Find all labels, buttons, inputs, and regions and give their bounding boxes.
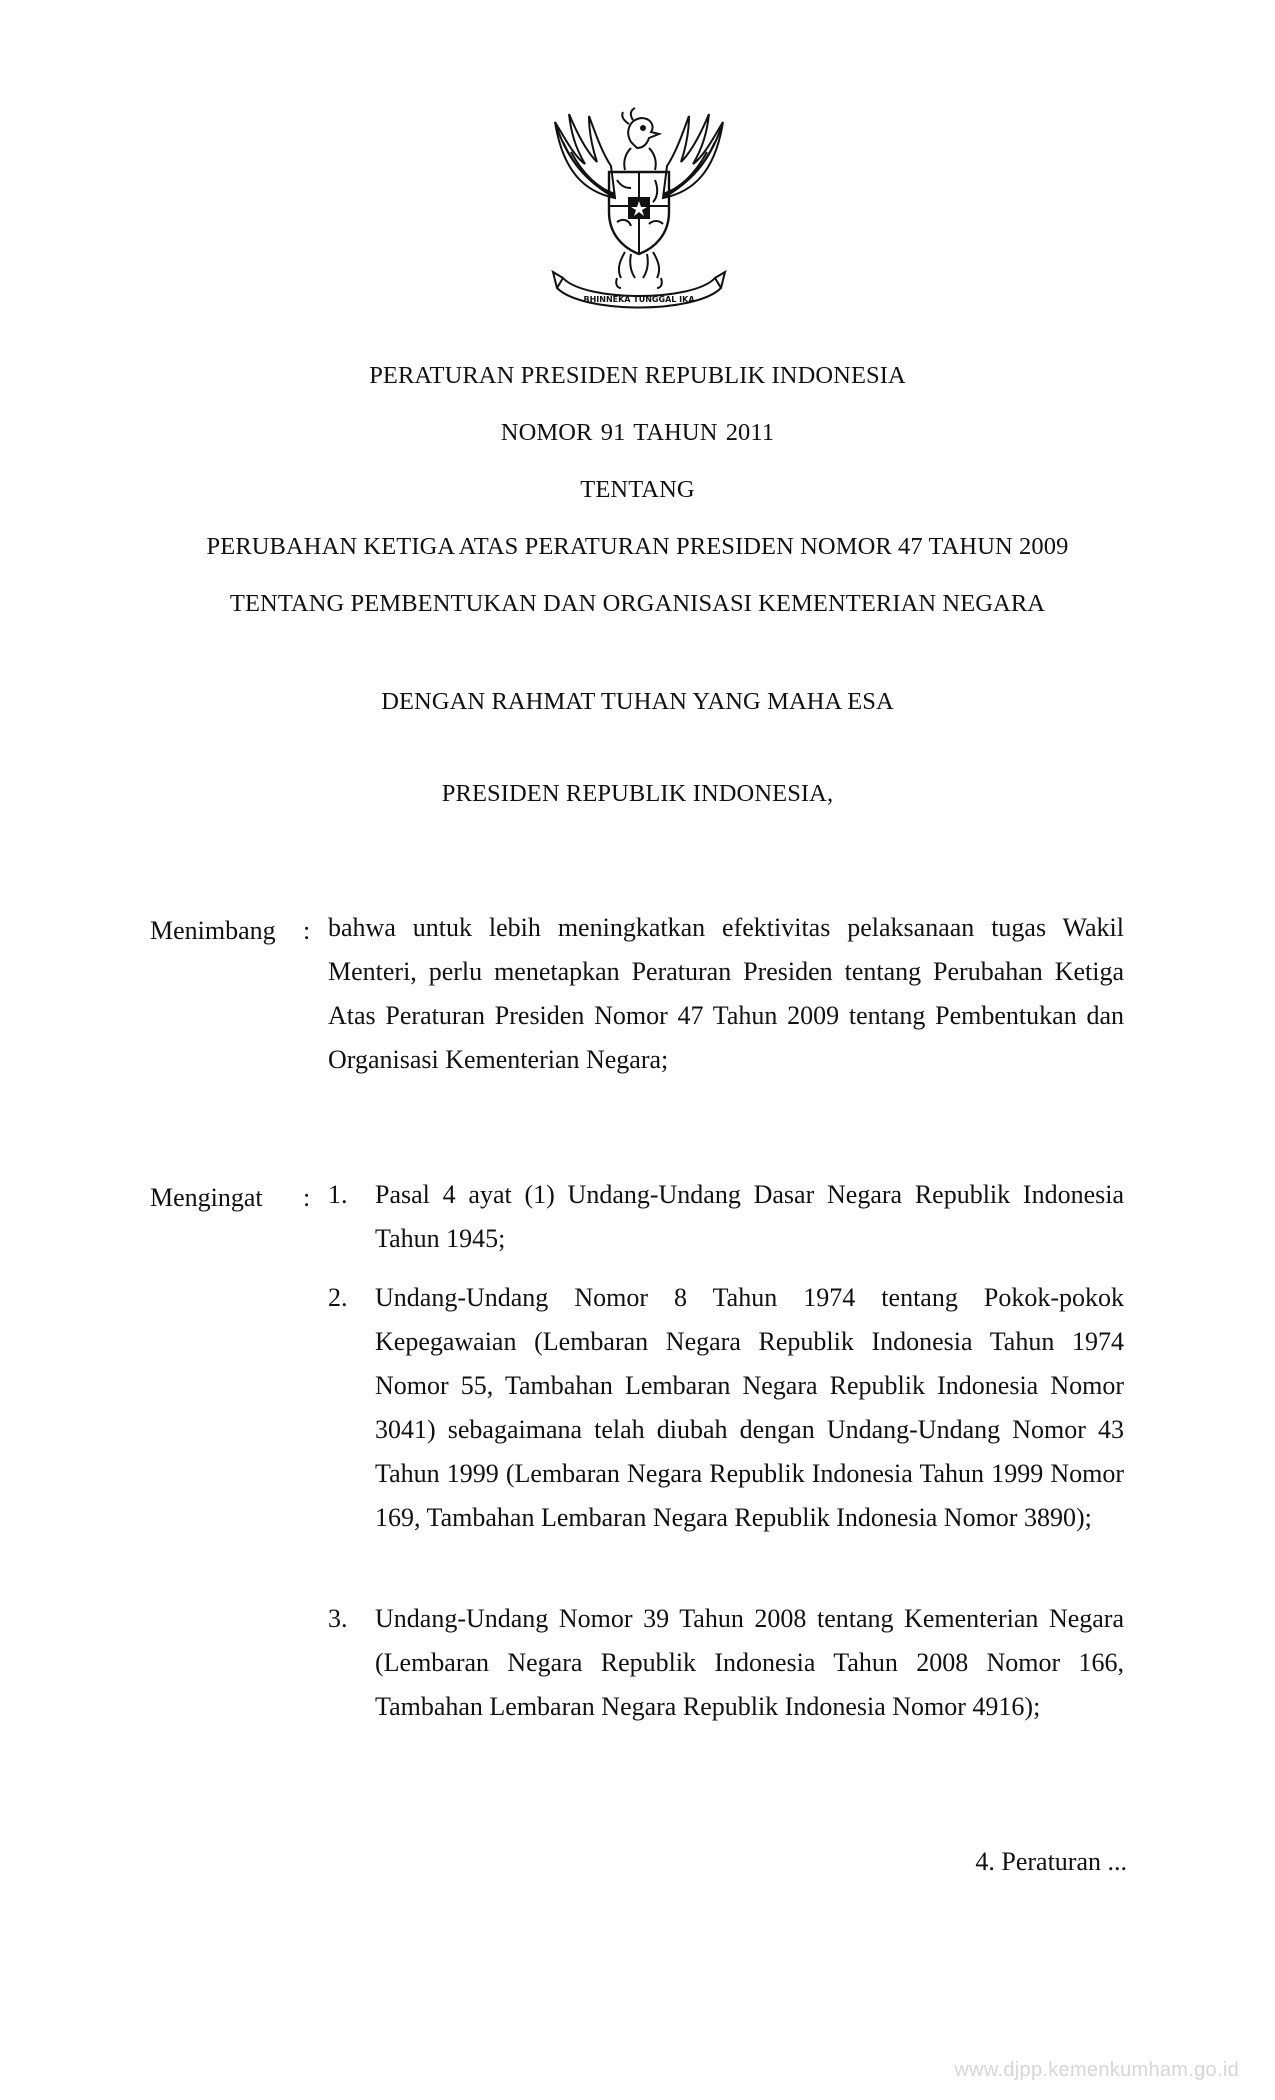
regulation-subject-line2: TENTANG PEMBENTUKAN DAN ORGANISASI KEMENTERIAN NEGARA: [229, 590, 1046, 617]
page-continuation: 4. Peraturan ...: [975, 1847, 1127, 1876]
regulation-number: NOMOR 91 TAHUN 2011: [500, 419, 775, 446]
tentang-label: TENTANG: [580, 476, 695, 503]
mengingat-label: Mengingat: [150, 1183, 263, 1212]
garuda-emblem-icon: [545, 102, 733, 312]
issuer-title: PRESIDEN REPUBLIK INDONESIA,: [441, 780, 834, 807]
mengingat-item-1-number: 1.: [328, 1180, 348, 1209]
opening-invocation: DENGAN RAHMAT TUHAN YANG MAHA ESA: [381, 688, 894, 715]
mengingat-colon: :: [303, 1183, 311, 1212]
mengingat-item-2-number: 2.: [328, 1283, 348, 1312]
menimbang-label: Menimbang: [150, 916, 276, 945]
regulation-subject-line1: PERUBAHAN KETIGA ATAS PERATURAN PRESIDEN NOMOR 47 TAHUN 2009: [206, 533, 1069, 560]
mengingat-item-2-text: Undang-Undang Nomor 8 Tahun 1974 tentang Pokok-pokok Kepegawaian (Lembaran Negara Republik Indonesia Tahun 1974 Nomor 55, Tambahan Lembaran Negara Republik Indonesia Nomor 3041) sebagaimana telah diubah dengan Undang-Undang Nomor 43 Tahun 1999 (Lembaran Negara Republik Indonesia Tahun 1999 Nomor 169, Tambahan Lembaran Negara Republik Indonesia Nomor 3890);: [375, 1283, 1124, 1532]
mengingat-item-3-text: Undang-Undang Nomor 39 Tahun 2008 tentang Kementerian Negara (Lembaran Negara Republik Indonesia Tahun 2008 Nomor 166, Tambahan Lembaran Negara Republik Indonesia Nomor 4916);: [375, 1604, 1124, 1721]
mengingat-item-3-number: 3.: [328, 1604, 348, 1633]
menimbang-text: bahwa untuk lebih meningkatkan efektivitas pelaksanaan tugas Wakil Menteri, perlu menetapkan Peraturan Presiden tentang Perubahan Ketiga Atas Peraturan Presiden Nomor 47 Tahun 2009 tentang Pembentukan dan Organisasi Kementerian Negara;: [328, 913, 1124, 1074]
garuda-emblem: [545, 102, 733, 312]
emblem-motto: BHINNEKA TUNGGAL IKA: [583, 295, 695, 304]
menimbang-colon: :: [303, 916, 311, 945]
regulation-type: PERATURAN PRESIDEN REPUBLIK INDONESIA: [369, 362, 906, 389]
source-watermark: www.djpp.kemenkumham.go.id: [954, 2059, 1239, 2081]
mengingat-item-1-text: Pasal 4 ayat (1) Undang-Undang Dasar Negara Republik Indonesia Tahun 1945;: [375, 1180, 1124, 1253]
